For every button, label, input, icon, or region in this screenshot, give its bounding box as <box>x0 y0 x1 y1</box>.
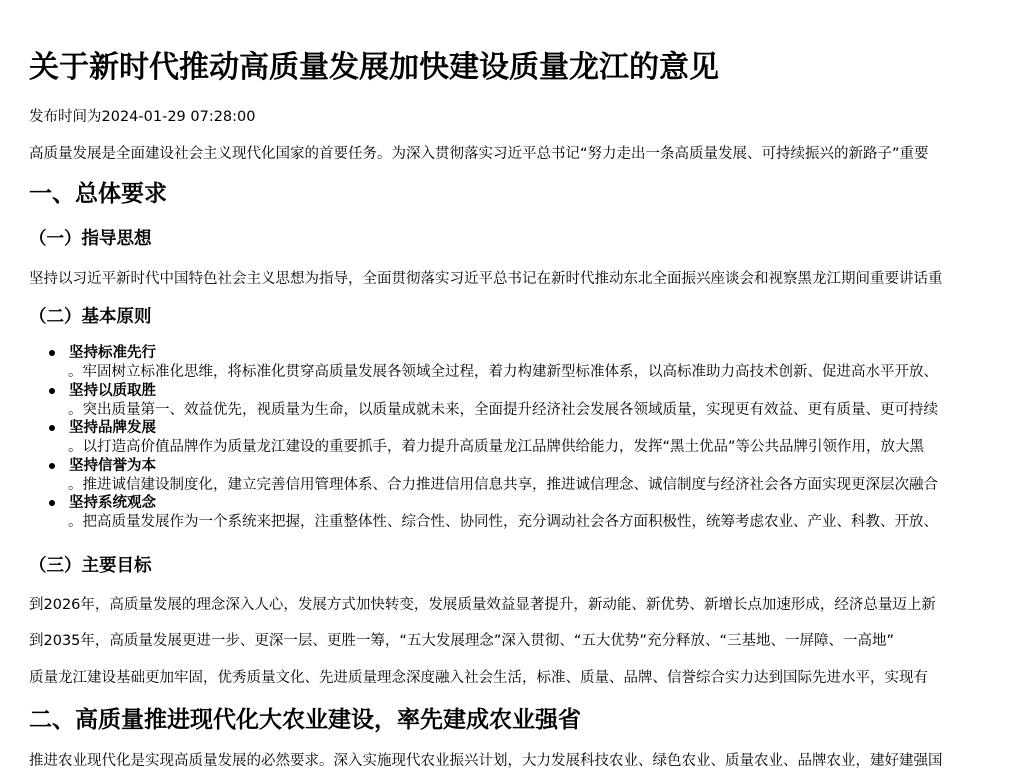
bullet-icon <box>49 388 55 394</box>
section-heading-modern-agriculture: 二、高质量推进现代化大农业建设，率先建成农业强省 <box>29 707 581 733</box>
section-heading-overall-requirements: 一、总体要求 <box>29 181 167 207</box>
principle-title: 坚持品牌发展 <box>69 420 156 436</box>
publish-time: 发布时间为2024-01-29 07:28:00 <box>29 109 256 125</box>
goal-paragraph-2035: 到2035年，高质量发展更进一步、更深一层、更胜一筹，“五大发展理念”深入贯彻、“五大优势”充分释放、“三基地、一屏障、一高地” <box>29 633 894 649</box>
bullet-icon <box>49 425 55 431</box>
goal-paragraph-2026: 到2026年，高质量发展的理念深入人心，发展方式加快转变，发展质量效益显著提升，新动能、新优势、新增长点加速形成，经济总量迈上新 <box>29 597 936 613</box>
list-item <box>49 456 938 494</box>
subsection-heading-main-goals: （三）主要目标 <box>29 556 152 576</box>
principle-description: 。推进诚信建设制度化，建立完善信用管理体系、合力推进信用信息共享，推进诚信理念、诚信制度与经济社会各方面实现更深层次融合 <box>68 476 938 493</box>
agriculture-paragraph: 推进农业现代化是实现高质量发展的必然要求。深入实施现代农业振兴计划，大力发展科技农业、绿色农业、质量农业、品牌农业，建好建强国 <box>29 753 943 768</box>
principle-title: 坚持标准先行 <box>69 345 156 361</box>
bullet-icon <box>49 350 55 356</box>
goal-paragraph-quality: 质量龙江建设基础更加牢固，优秀质量文化、先进质量理念深度融入社会生活，标准、质量、品牌、信誉综合实力达到国际先进水平，实现有 <box>29 670 928 686</box>
principle-description: 。以打造高价值品牌作为质量龙江建设的重要抓手，着力提升高质量龙江品牌供给能力，发挥“黑土优品”等公共品牌引领作用，放大黑 <box>68 439 925 455</box>
principle-title: 坚持系统观念 <box>69 495 156 511</box>
principles-list <box>49 343 938 531</box>
bullet-icon <box>49 463 55 469</box>
list-item <box>49 418 938 456</box>
subsection-heading-guiding-ideology: （一）指导思想 <box>29 229 152 249</box>
list-item <box>49 493 938 531</box>
page-title: 关于新时代推动高质量发展加快建设质量龙江的意见 <box>29 50 719 85</box>
list-item <box>49 381 938 419</box>
bullet-icon <box>49 500 55 506</box>
subsection-heading-basic-principles: （二）基本原则 <box>29 307 152 327</box>
principle-description: 。牢固树立标准化思维，将标准化贯穿高质量发展各领域全过程，着力构建新型标准体系，以高标准助力高技术创新、促进高水平开放、 <box>68 364 938 380</box>
list-item <box>49 343 938 381</box>
principle-title: 坚持以质取胜 <box>69 382 156 399</box>
principle-title: 坚持信誉为本 <box>69 457 156 474</box>
intro-paragraph: 高质量发展是全面建设社会主义现代化国家的首要任务。为深入贯彻落实习近平总书记“努力走出一条高质量发展、可持续振兴的新路子”重要 <box>29 146 929 162</box>
principle-description: 。把高质量发展作为一个系统来把握，注重整体性、综合性、协同性，充分调动社会各方面积极性，统筹考虑农业、产业、科教、开放、 <box>68 514 938 530</box>
principle-description: 。突出质量第一、效益优先，视质量为生命，以质量成就未来，全面提升经济社会发展各领域质量，实现更有效益、更有质量、更可持续 <box>68 401 938 418</box>
guiding-ideology-paragraph: 坚持以习近平新时代中国特色社会主义思想为指导，全面贯彻落实习近平总书记在新时代推动东北全面振兴座谈会和视察黑龙江期间重要讲话重 <box>29 271 943 287</box>
